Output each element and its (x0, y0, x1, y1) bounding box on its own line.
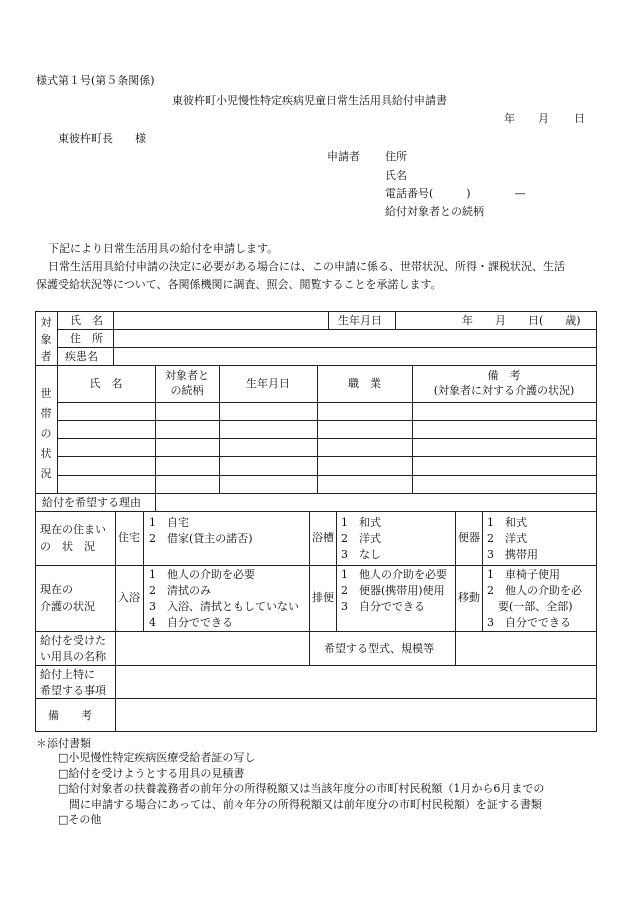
consent-statement-line1: 日常生活用具給付申請の決定に必要がある場合には、この申請に係る、世帯状況、所得・課税状況、生活 (48, 260, 565, 273)
household-section-label (39, 384, 53, 484)
movement-option: 要(一部、全部) (487, 600, 573, 613)
bathtub-options (341, 515, 381, 563)
bathing-option: 3 入浴、清拭ともしていない (149, 600, 299, 613)
birth-date-label: 生年月日 (338, 314, 382, 327)
care-label-2: 介護の状況 (40, 600, 95, 613)
target-name-label: 氏 名 (70, 314, 103, 327)
bathtub-label: 浴槽 (312, 531, 334, 544)
col-remarks-header-1: 備 考 (487, 369, 521, 382)
excretion-option: 3 自分でできる (341, 600, 425, 613)
target-section-label (39, 314, 53, 365)
movement-option: 2 他人の介助を必 (487, 584, 582, 597)
model-label: 希望する型式、規模等 (324, 642, 434, 655)
col-job-header: 職 業 (348, 377, 381, 390)
special-label-1: 給付上特に (40, 668, 95, 681)
attachment-item: □給付対象者の扶養義務者の前年分の所得税額又は当該年度分の市町村民税額（1月から6月までの (58, 782, 545, 795)
col-remarks-header-2: (対象者に対する介護の状況) (433, 384, 575, 397)
movement-label: 移動 (458, 591, 480, 604)
household-vertical-label: 世帯の状況 (40, 387, 52, 480)
excretion-label: 排便 (312, 591, 334, 604)
date-year-label: 年 (504, 112, 515, 125)
bathing-options (149, 567, 299, 631)
applicant-label: 申請者 (327, 150, 360, 163)
attachment-item: 間に申請する場合にあっては、前々年分の所得税額又は前年度分の市町村民税額）を証する書類 (58, 797, 542, 811)
attachment-item: □その他 (58, 813, 102, 826)
excretion-options (341, 567, 447, 615)
bathing-label: 入浴 (118, 591, 140, 604)
excretion-option: 2 便器(携帯用)使用 (341, 584, 445, 597)
attachment-item: □給付を受けようとする用具の見積書 (58, 766, 245, 780)
toilet-option: 2 洋式 (487, 532, 527, 545)
date-day-label: 日 (574, 112, 585, 125)
applicant-name-label: 氏名 (385, 169, 407, 182)
housing-option: 2 借家(貸主の諾否) (149, 532, 253, 545)
movement-option: 3 自分でできる (487, 616, 571, 629)
equipment-label-1: 給付を受けた (40, 634, 106, 647)
bathtub-option: 3 なし (341, 548, 381, 561)
reason-label: 給付を希望する理由 (42, 496, 141, 509)
form-title: 東彼杵町小児慢性特定疾病児童日常生活用具給付申請書 (172, 94, 447, 107)
col-relation-header-1: 対象者と (165, 369, 209, 382)
residence-label-1: 現在の住まい (40, 523, 106, 536)
addressee: 東彼杵町長 様 (58, 132, 146, 145)
excretion-option: 1 他人の介助を必要 (341, 568, 447, 581)
consent-statement-line2: 保護受給状況等について、各関係機関に調査、照会、閲覧することを承諾します。 (36, 278, 442, 291)
bathtub-option: 2 洋式 (341, 532, 381, 545)
attachment-item: □小児慢性特定疾病医療受給者証の写し (58, 751, 256, 764)
request-statement: 下記により日常生活用具の給付を申請します。 (48, 242, 279, 255)
bathing-option: 1 他人の介助を必要 (149, 568, 255, 581)
applicant-address-label: 住所 (385, 150, 407, 163)
applicant-phone-label: 電話番号( ) — (385, 187, 526, 200)
equipment-label-2: い用具の名称 (40, 650, 106, 663)
toilet-options (487, 515, 538, 563)
target-vertical-label: 対象者 (40, 316, 52, 363)
toilet-option: 1 和式 (487, 516, 527, 529)
col-relation-header-2: の続柄 (170, 384, 204, 397)
care-label-1: 現在の (40, 583, 73, 596)
toilet-label: 便器 (458, 531, 480, 544)
bathing-option: 4 自分でできる (149, 616, 233, 629)
col-birth-header: 生年月日 (246, 377, 290, 390)
movement-option: 1 車椅子使用 (487, 568, 560, 581)
attachments-list (58, 750, 544, 828)
col-name-header: 氏 名 (89, 377, 123, 390)
housing-option: 1 自宅 (149, 516, 189, 529)
attachments-heading: ＊添付書類 (36, 737, 91, 750)
target-address-label: 住 所 (70, 332, 103, 345)
housing-options (149, 515, 253, 547)
bathing-option: 2 清拭のみ (149, 584, 211, 597)
special-label-2: 希望する事項 (40, 684, 106, 697)
target-disease-label: 疾患名 (65, 350, 98, 363)
remarks-label: 備 考 (48, 709, 92, 722)
date-month-label: 月 (538, 112, 549, 125)
bathtub-option: 1 和式 (341, 516, 381, 529)
applicant-relation-label: 給付対象者との続柄 (385, 205, 484, 218)
residence-label-2: の 状 況 (40, 540, 95, 553)
birth-date-value: 年 月 日( 歳) (462, 314, 581, 327)
form-number: 様式第１号(第５条関係) (36, 74, 155, 87)
toilet-option: 3 携帯用 (487, 548, 538, 561)
housing-label: 住宅 (118, 531, 140, 544)
movement-options (487, 567, 582, 631)
